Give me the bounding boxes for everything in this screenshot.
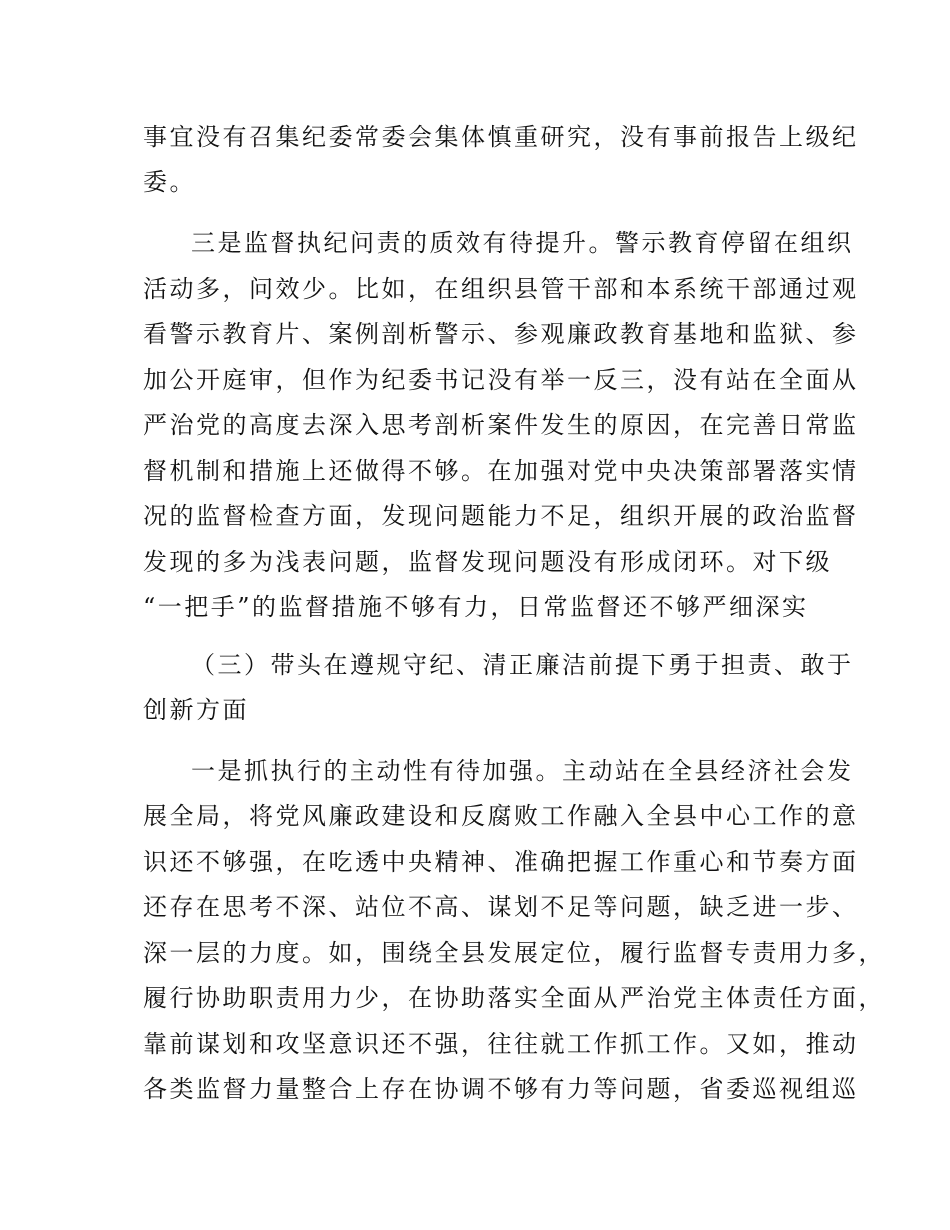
section-heading-line: （三）带头在遵规守纪、清正廉洁前提下勇于担责、敢于 (191, 651, 854, 679)
paragraph-line: 三是监督执纪问责的质效有待提升。警示教育停留在组织 (191, 229, 854, 257)
paragraph-line: 展全局，将党风廉政建设和反腐败工作融入全县中心工作的意 (143, 802, 859, 830)
paragraph-line: 识还不够强，在吃透中央精神、准确把握工作重心和节奏方面 (143, 848, 859, 876)
paragraph-line: 靠前谋划和攻坚意识还不强，往往就工作抓工作。又如，推动 (143, 1030, 859, 1058)
paragraph-line: 还存在思考不深、站位不高、谋划不足等问题，缺乏进一步、 (143, 893, 859, 921)
paragraph-line: 督机制和措施上还做得不够。在加强对党中央决策部署落实情 (143, 457, 859, 485)
paragraph-line: 加公开庭审，但作为纪委书记没有举一反三，没有站在全面从 (143, 366, 859, 394)
paragraph-line: 各类监督力量整合上存在协调不够有力等问题，省委巡视组巡 (143, 1075, 859, 1103)
paragraph-line: “一把手”的监督措施不够有力，日常监督还不够严细深实 (143, 593, 809, 621)
paragraph-line: 事宜没有召集纪委常委会集体慎重研究，没有事前报告上级纪 (143, 123, 859, 151)
paragraph-line: 履行协助职责用力少，在协助落实全面从严治党主体责任方面， (143, 984, 885, 1012)
paragraph-line: 深一层的力度。如，围绕全县发展定位，履行监督专责用力多， (143, 939, 885, 967)
paragraph-line: 况的监督检查方面，发现问题能力不足，组织开展的政治监督 (143, 502, 859, 530)
paragraph-line: 严治党的高度去深入思考剖析案件发生的原因，在完善日常监 (143, 411, 859, 439)
paragraph-line: 委。 (143, 168, 196, 196)
paragraph-line: 一是抓执行的主动性有待加强。主动站在全县经济社会发 (191, 757, 854, 785)
paragraph-line: 活动多，问效少。比如，在组织县管干部和本系统干部通过观 (143, 275, 859, 303)
section-heading-line: 创新方面 (143, 696, 249, 724)
paragraph-line: 看警示教育片、案例剖析警示、参观廉政教育基地和监狱、参 (143, 320, 859, 348)
paragraph-line: 发现的多为浅表问题，监督发现问题没有形成闭环。对下级 (143, 548, 832, 576)
